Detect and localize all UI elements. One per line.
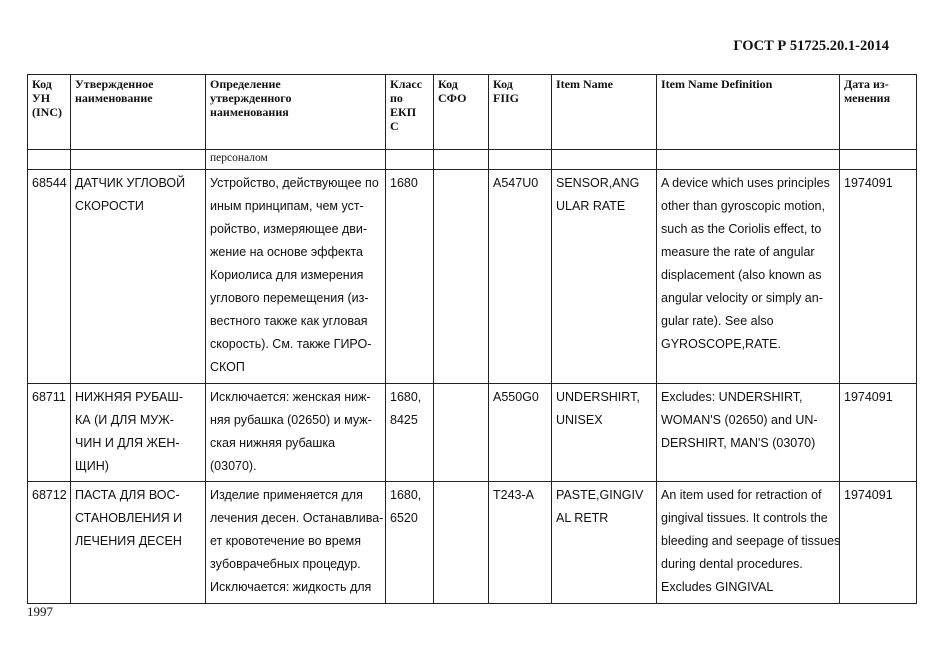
text-line: ЩИН) bbox=[75, 459, 109, 473]
text-line: (INC) bbox=[32, 105, 62, 119]
text-line: зубоврачебных процедур. bbox=[210, 557, 361, 571]
sfo-code bbox=[434, 384, 489, 482]
text-line: НИЖНЯЯ РУБАШ- bbox=[75, 390, 183, 404]
header-definition bbox=[206, 75, 386, 150]
header-change-date bbox=[840, 75, 917, 150]
item-name bbox=[552, 170, 657, 384]
fiig-code: A547U0 bbox=[489, 170, 552, 384]
text-line: Дата из- bbox=[844, 77, 889, 91]
text-line: по bbox=[390, 91, 403, 105]
text-line: Код bbox=[32, 77, 52, 91]
text-line: наименование bbox=[75, 91, 153, 105]
text-line: СКОП bbox=[210, 360, 245, 374]
text-line: Изделие применяется для bbox=[210, 488, 363, 502]
definition bbox=[206, 482, 386, 604]
text-line: (03070). bbox=[210, 459, 257, 473]
text-line: bleeding and seepage of tissues bbox=[661, 534, 841, 548]
ekps-class bbox=[386, 384, 434, 482]
item-name-definition bbox=[657, 384, 840, 482]
header-item-definition bbox=[657, 75, 840, 150]
approved-name bbox=[71, 170, 206, 384]
text-line: ЧИН И ДЛЯ ЖЕН- bbox=[75, 436, 180, 450]
table-row bbox=[28, 482, 917, 604]
text-line: WOMAN'S (02650) and UN- bbox=[661, 413, 818, 427]
text-line: вестного также как угловая bbox=[210, 314, 368, 328]
text-line: ройство, измеряющее дви- bbox=[210, 222, 368, 236]
text-line: Item Name bbox=[556, 77, 613, 91]
text-line: angular velocity or simply an- bbox=[661, 291, 823, 305]
change-date: 1974091 bbox=[840, 170, 917, 384]
table-row bbox=[28, 170, 917, 384]
text-line: An item used for retraction of bbox=[661, 488, 822, 502]
text-line: утвержденного bbox=[210, 91, 292, 105]
item-name bbox=[552, 384, 657, 482]
text-line: Устройство, действующее по bbox=[210, 176, 379, 190]
fiig-code: A550G0 bbox=[489, 384, 552, 482]
text-line: 1680, bbox=[390, 390, 422, 404]
sfo-code bbox=[434, 170, 489, 384]
text-line: жение на основе эффекта bbox=[210, 245, 363, 259]
text-line: ет кровотечение во время bbox=[210, 534, 362, 548]
text-line: Исключается: женская ниж- bbox=[210, 390, 371, 404]
header-inc bbox=[28, 75, 71, 150]
inc-code: 68711 bbox=[28, 384, 71, 482]
text-line: SENSOR,ANG bbox=[556, 176, 640, 190]
text-line: A device which uses principles bbox=[661, 176, 830, 190]
text-line: measure the rate of angular bbox=[661, 245, 815, 259]
text-line: менения bbox=[844, 91, 891, 105]
text-line: ЛЕЧЕНИЯ ДЕСЕН bbox=[75, 534, 182, 548]
header-fiig-code bbox=[489, 75, 552, 150]
text-line: AL RETR bbox=[556, 511, 609, 525]
header-ekps-class bbox=[386, 75, 434, 150]
text-line: gingival tissues. It controls the bbox=[661, 511, 828, 525]
text-line: СФО bbox=[438, 91, 467, 105]
text-line: УН bbox=[32, 91, 51, 105]
item-name-definition bbox=[657, 170, 840, 384]
header-row bbox=[28, 75, 917, 150]
text-line: Item Name Definition bbox=[661, 77, 773, 91]
text-line: углового перемещения (из- bbox=[210, 291, 369, 305]
text-line: Определение bbox=[210, 77, 281, 91]
inc-code: 68712 bbox=[28, 482, 71, 604]
catalog-table bbox=[27, 74, 917, 604]
text-line: Кориолиса для измерения bbox=[210, 268, 364, 282]
text-line: лечения десен. Останавлива- bbox=[210, 511, 384, 525]
text-line: DERSHIRT, MAN'S (03070) bbox=[661, 436, 816, 450]
text-line: Код bbox=[438, 77, 458, 91]
text-line: 1680 bbox=[390, 176, 418, 190]
continuation-definition: персоналом bbox=[206, 150, 386, 170]
change-date: 1974091 bbox=[840, 384, 917, 482]
text-line: ская нижняя рубашка bbox=[210, 436, 336, 450]
text-line: other than gyroscopic motion, bbox=[661, 199, 825, 213]
text-line: ЕКП bbox=[390, 105, 417, 119]
definition bbox=[206, 170, 386, 384]
standard-number: ГОСТ Р 51725.20.1-2014 bbox=[733, 38, 889, 54]
text-line: PASTE,GINGIV bbox=[556, 488, 644, 502]
text-line: Excludes GINGIVAL bbox=[661, 580, 774, 594]
fiig-code: T243-A bbox=[489, 482, 552, 604]
text-line: FIIG bbox=[493, 91, 520, 105]
ekps-class bbox=[386, 170, 434, 384]
sfo-code bbox=[434, 482, 489, 604]
page-number: 1997 bbox=[27, 604, 53, 619]
text-line: Excludes: UNDERSHIRT, bbox=[661, 390, 803, 404]
text-line: 1680, bbox=[390, 488, 422, 502]
header-approved-name bbox=[71, 75, 206, 150]
item-name bbox=[552, 482, 657, 604]
definition bbox=[206, 384, 386, 482]
text-line: КА (И ДЛЯ МУЖ- bbox=[75, 413, 174, 427]
inc-code: 68544 bbox=[28, 170, 71, 384]
text-line: UNISEX bbox=[556, 413, 603, 427]
header-sfo-code bbox=[434, 75, 489, 150]
change-date: 1974091 bbox=[840, 482, 917, 604]
item-name-definition bbox=[657, 482, 840, 604]
text-line: иным принципам, чем уст- bbox=[210, 199, 364, 213]
text-line: Класс bbox=[390, 77, 423, 91]
text-line: 6520 bbox=[390, 511, 418, 525]
text-line: ULAR RATE bbox=[556, 199, 626, 213]
text-line: ПАСТА ДЛЯ ВОС- bbox=[75, 488, 180, 502]
text-line: Код bbox=[493, 77, 513, 91]
text-line: наименования bbox=[210, 105, 289, 119]
text-line: скорость). См. также ГИРО- bbox=[210, 337, 372, 351]
text-line: С bbox=[390, 119, 399, 133]
text-line: Исключается: жидкость для bbox=[210, 580, 372, 594]
text-line: displacement (also known as bbox=[661, 268, 822, 282]
text-line: gular rate). See also bbox=[661, 314, 774, 328]
text-line: няя рубашка (02650) и муж- bbox=[210, 413, 372, 427]
text-line: UNDERSHIRT, bbox=[556, 390, 640, 404]
text-line: ДАТЧИК УГЛОВОЙ bbox=[75, 176, 186, 190]
continuation-row bbox=[28, 150, 917, 170]
approved-name bbox=[71, 482, 206, 604]
header-item-name bbox=[552, 75, 657, 150]
approved-name bbox=[71, 384, 206, 482]
text-line: during dental procedures. bbox=[661, 557, 803, 571]
table-row bbox=[28, 384, 917, 482]
ekps-class bbox=[386, 482, 434, 604]
text-line: СТАНОВЛЕНИЯ И bbox=[75, 511, 183, 525]
text-line: Утвержденное bbox=[75, 77, 154, 91]
text-line: GYROSCOPE,RATE. bbox=[661, 337, 781, 351]
text-line: СКОРОСТИ bbox=[75, 199, 144, 213]
text-line: such as the Coriolis effect, to bbox=[661, 222, 822, 236]
text-line: 8425 bbox=[390, 413, 418, 427]
